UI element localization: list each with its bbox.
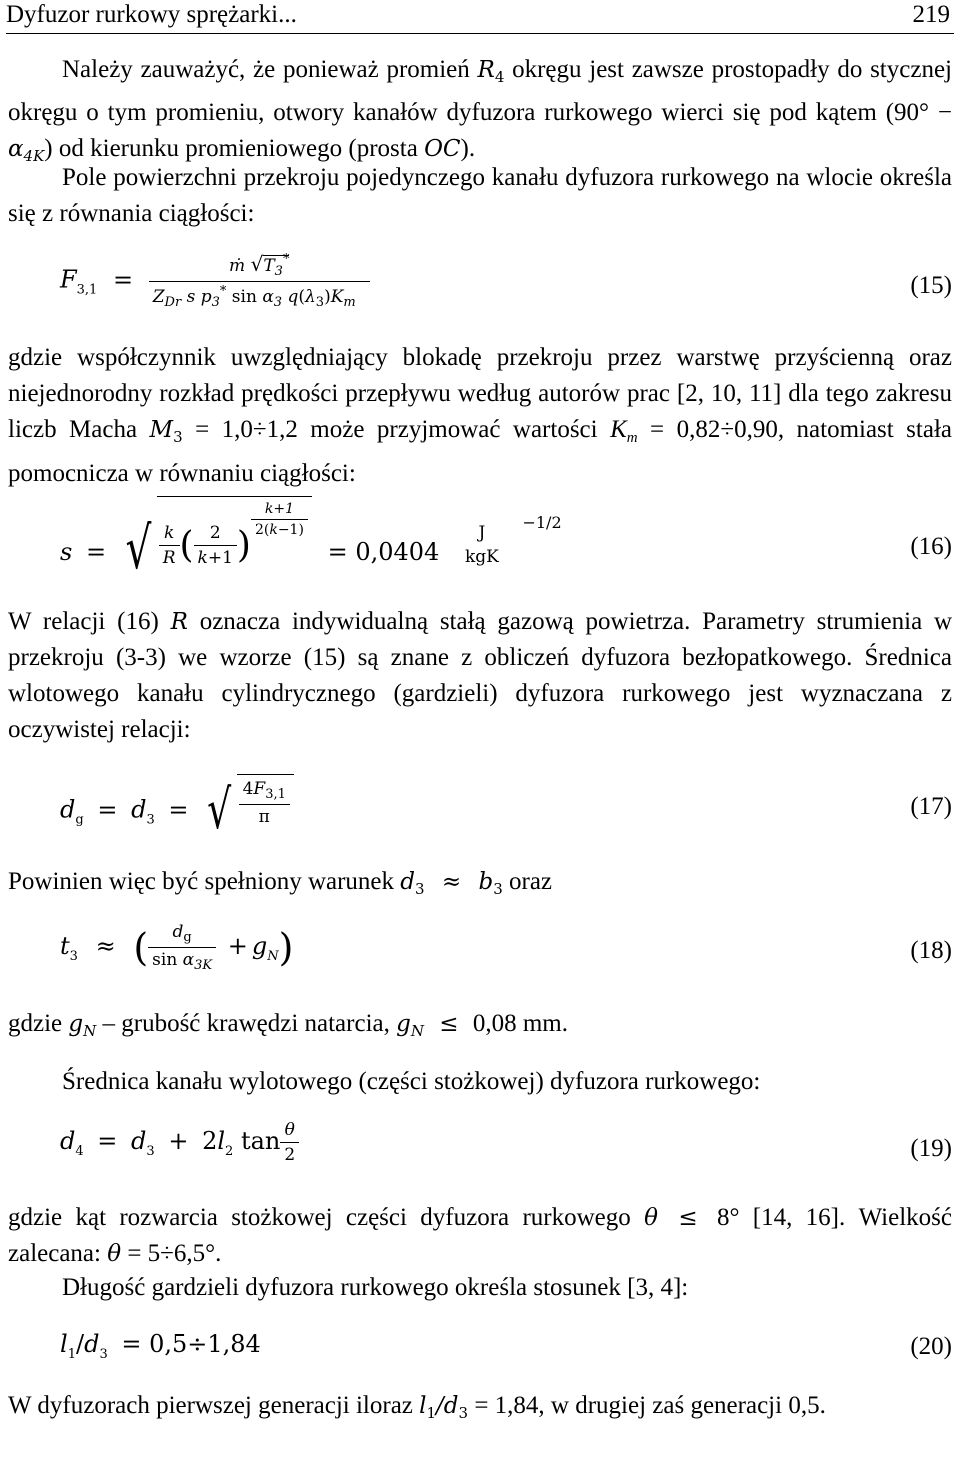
text: Należy zauważyć, że ponieważ promień <box>62 56 478 83</box>
text: = 0,82÷0,90, natomiast stała pomocnicza w równaniu ciągłości: <box>8 416 952 487</box>
running-header <box>6 0 950 34</box>
math-OC: OC <box>424 136 461 162</box>
text: oznacza indywidualną stałą gazową powietrza. Parametry strumienia w przekroju (3-3) we wzorze (15) są znane z obliczeń dyfuzora bezłopatkowego. Średnica wlotowego kanału cylindrycznego (gardzieli) dyfuzora rurkowego jest wyznaczana z oczywistej relacji: <box>8 608 952 743</box>
text: ). <box>460 135 476 162</box>
paragraph-9: Długość gardzieli dyfuzora rurkowego określa stosunek [3, 4]: <box>62 1274 689 1301</box>
equation-19 <box>0 1120 960 1180</box>
equation-15-number: (15) <box>910 272 952 299</box>
equation-17-body: $d_g = d_3$ = √ $\frac{4F_{3,1}}{\pi}$ <box>60 774 294 841</box>
math-theta-le: θ ≤ <box>644 1205 698 1231</box>
math-alpha4K: $\alpha_{4K}$ <box>8 136 45 165</box>
unit-exponent: −1/2 <box>522 513 562 532</box>
chapter-title: Dyfuzor rurkowy sprężarki... <box>6 1 297 28</box>
equation-15 <box>0 250 960 330</box>
paragraph-7: Średnica kanału wylotowego (części stożkowej) dyfuzora rurkowego: <box>62 1068 761 1095</box>
text: 0,08 mm. <box>466 1010 568 1037</box>
text: gdzie <box>8 1010 69 1037</box>
paragraph-10 <box>8 1388 952 1431</box>
paragraph-2: Pole powierzchni przekroju pojedynczego kanału dyfuzora rurkowego na wlocie określa się z równania ciągłości: <box>8 164 952 227</box>
math-l1-d3: $l_1/d_3$ <box>419 1393 469 1422</box>
equation-20 <box>0 1330 960 1370</box>
header-rule <box>6 33 954 34</box>
text: gdzie współczynnik uwzględniający blokadę przekroju przez warstwę przyścienną oraz niejednorodny rozkład prędkości przepływu według autorów prac [2, 10, 11] dla tego zakresu liczb Macha <box>8 344 952 443</box>
equation-16 <box>0 492 960 584</box>
text: – grubość krawędzi natarcia, <box>96 1010 397 1037</box>
math-M3: $M_3$ <box>149 417 183 446</box>
math-R: R <box>170 609 188 635</box>
page-number: 219 <box>912 1 950 28</box>
paragraph-4 <box>8 604 952 748</box>
math-gN: $g_N$ <box>68 1011 97 1040</box>
equation-16-body: s = √ $\frac{k}{R}$ ( $\frac{2}{k+1}$ ) $\frac{k+1}{2(k-1)}$ = 0,0404 J kgK $^{-1/2}$ <box>60 496 562 582</box>
text: Powinien więc być spełniony warunek <box>8 868 401 895</box>
equation-18 <box>0 918 960 988</box>
equation-15-body: $F_{3,1}$ = $\frac{ṁ √T_3^*}{Z_{Dr} s p_3^* \sin \alpha_3 q(\lambda_3)K_m}$ <box>60 252 370 310</box>
math-gN-le: $g_N$ ≤ <box>396 1011 459 1040</box>
equation-20-body: $l_1/d_3 = 0,5\div 1,84$ <box>60 1330 261 1362</box>
paragraph-3 <box>8 340 952 492</box>
equation-16-number: (16) <box>910 533 952 560</box>
text: W dyfuzorach pierwszej generacji iloraz <box>8 1392 420 1419</box>
equation-18-number: (18) <box>910 937 952 964</box>
math-Km: $K_m$ <box>610 416 638 446</box>
text: ) od kierunku promieniowego (prosta <box>44 135 425 162</box>
paragraph-8 <box>8 1200 952 1272</box>
text: = 1,84, w drugiej zaś generacji 0,5. <box>468 1392 826 1419</box>
text: gdzie kąt rozwarcia stożkowej części dyfuzora rurkowego <box>8 1204 645 1231</box>
paragraph-5 <box>8 864 952 907</box>
text: = 1,0÷1,2 może przyjmować wartości <box>182 416 611 443</box>
equation-20-value: = 0,5÷1,84 <box>121 1330 261 1358</box>
math-theta: θ <box>107 1241 122 1267</box>
unit-numerator: J <box>478 523 486 543</box>
equation-17-number: (17) <box>910 793 952 820</box>
equation-19-body: $d_4 = d_3 + 2l_2$ tan $\frac{\theta}{2}$ <box>60 1120 299 1165</box>
text: 8° [14, 16]. Wielkość zalecana: <box>8 1204 952 1267</box>
equation-18-body: $t_3$ ≈ ( $\frac{d_g}{\sin \alpha_{3K}}$ + $g_N$) <box>60 922 294 973</box>
text: W relacji (16) <box>8 608 171 635</box>
math-R4: $R_4$ <box>477 57 505 86</box>
math-d3-approx-b3: $d_3 \approx b_3$ <box>400 869 503 898</box>
equation-17-pi: π <box>239 804 290 827</box>
text: oraz <box>509 868 553 895</box>
unit-denominator: kgK <box>464 547 499 567</box>
equation-20-number: (20) <box>910 1333 952 1360</box>
equation-17 <box>0 770 960 850</box>
paragraph-6 <box>8 1006 952 1049</box>
text: = 5÷6,5°. <box>121 1240 222 1267</box>
equation-19-number: (19) <box>910 1135 952 1162</box>
text: okręgu jest zawsze prostopadły do stycznej okręgu o tym promieniu, otwory kanałów dyfuzora rurkowego wierci się pod kątem (90° − <box>8 56 952 126</box>
paragraph-1 <box>8 52 952 174</box>
equation-16-value: = 0,0404 <box>327 538 440 566</box>
